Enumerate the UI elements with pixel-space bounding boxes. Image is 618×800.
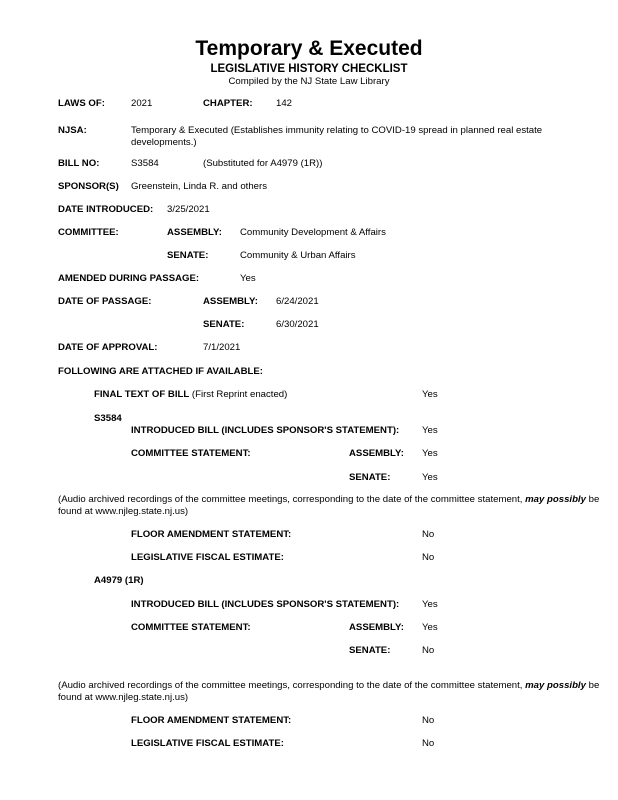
njsa-value: Temporary & Executed (Establishes immunity relating to COVID-19 spread in planned real estate developments.): [131, 125, 543, 148]
passage-senate-label: SENATE:: [203, 319, 245, 330]
date-introduced-value: 3/25/2021: [167, 204, 210, 215]
chapter-value: 142: [276, 98, 293, 109]
date-of-approval-value: 7/1/2021: [203, 342, 241, 353]
introduced-bill-value: Yes: [422, 599, 438, 610]
statement-assembly-value: Yes: [422, 622, 438, 633]
statement-senate-label: SENATE:: [349, 472, 391, 483]
final-text-value: Yes: [422, 389, 438, 400]
bill-id-a4979: A4979 (1R): [94, 575, 144, 586]
bill-id-s3584: S3584: [94, 413, 122, 424]
bill-no-label: BILL NO:: [58, 158, 100, 169]
floor-amendment-label: FLOOR AMENDMENT STATEMENT:: [131, 529, 292, 540]
njsa-label: NJSA:: [58, 125, 87, 136]
passage-assembly-value: 6/24/2021: [276, 296, 319, 307]
compiled-by-note: Compiled by the NJ State Law Library: [228, 76, 390, 87]
introduced-bill-value: Yes: [422, 425, 438, 436]
bill-no-value: S3584: [131, 158, 159, 169]
date-of-passage-label: DATE OF PASSAGE:: [58, 296, 152, 307]
audio-archive-note: [58, 494, 603, 518]
statement-senate-value: Yes: [422, 472, 438, 483]
amended-label: AMENDED DURING PASSAGE:: [58, 273, 200, 284]
passage-senate-value: 6/30/2021: [276, 319, 319, 330]
sponsors-label: SPONSOR(S): [58, 181, 119, 192]
final-text-label: FINAL TEXT OF BILL: [94, 389, 190, 400]
floor-amendment-value: No: [422, 715, 435, 726]
fiscal-estimate-label: LEGISLATIVE FISCAL ESTIMATE:: [131, 552, 284, 563]
audio-note-text: (Audio archived recordings of the committee meetings, corresponding to the date of the committee statement,: [58, 680, 526, 691]
committee-label: COMMITTEE:: [58, 227, 119, 238]
committee-statement-label: COMMITTEE STATEMENT:: [131, 622, 251, 633]
audio-note-emphasis: may possibly: [525, 680, 586, 691]
date-of-approval-label: DATE OF APPROVAL:: [58, 342, 158, 353]
fiscal-estimate-value: No: [422, 738, 435, 749]
statement-assembly-value: Yes: [422, 448, 438, 459]
audio-note-link-text: be found at www.njleg.state.nj.us): [58, 680, 600, 703]
fiscal-estimate-value: No: [422, 552, 435, 563]
committee-senate-value: Community & Urban Affairs: [240, 250, 356, 261]
audio-archive-note: [58, 680, 603, 704]
page-subtitle: LEGISLATIVE HISTORY CHECKLIST: [210, 63, 408, 75]
floor-amendment-label: FLOOR AMENDMENT STATEMENT:: [131, 715, 292, 726]
laws-of-label: LAWS OF:: [58, 98, 105, 109]
final-text-note: (First Reprint enacted): [191, 389, 288, 400]
passage-assembly-label: ASSEMBLY:: [203, 296, 258, 307]
laws-of-value: 2021: [131, 98, 153, 109]
statement-senate-value: No: [422, 645, 435, 656]
committee-senate-label: SENATE:: [167, 250, 209, 261]
statement-assembly-label: ASSEMBLY:: [349, 622, 404, 633]
fiscal-estimate-label: LEGISLATIVE FISCAL ESTIMATE:: [131, 738, 284, 749]
statement-senate-label: SENATE:: [349, 645, 391, 656]
floor-amendment-value: No: [422, 529, 435, 540]
committee-statement-label: COMMITTEE STATEMENT:: [131, 448, 251, 459]
substituted-note: (Substituted for A4979 (1R)): [203, 158, 323, 169]
audio-note-emphasis: may possibly: [525, 494, 586, 505]
page-title: Temporary & Executed: [195, 37, 423, 60]
introduced-bill-label: INTRODUCED BILL (INCLUDES SPONSOR'S STATEMENT):: [131, 425, 400, 436]
chapter-label: CHAPTER:: [203, 98, 253, 109]
statement-assembly-label: ASSEMBLY:: [349, 448, 404, 459]
final-text-row: [94, 389, 287, 401]
date-introduced-label: DATE INTRODUCED:: [58, 204, 154, 215]
amended-value: Yes: [240, 273, 256, 284]
committee-assembly-value: Community Development & Affairs: [240, 227, 386, 238]
committee-assembly-label: ASSEMBLY:: [167, 227, 222, 238]
attachments-heading: FOLLOWING ARE ATTACHED IF AVAILABLE:: [58, 366, 263, 377]
sponsors-value: Greenstein, Linda R. and others: [131, 181, 267, 192]
introduced-bill-label: INTRODUCED BILL (INCLUDES SPONSOR'S STATEMENT):: [131, 599, 400, 610]
audio-note-link-text: be found at www.njleg.state.nj.us): [58, 494, 600, 517]
audio-note-text: (Audio archived recordings of the committee meetings, corresponding to the date of the committee statement,: [58, 494, 526, 505]
